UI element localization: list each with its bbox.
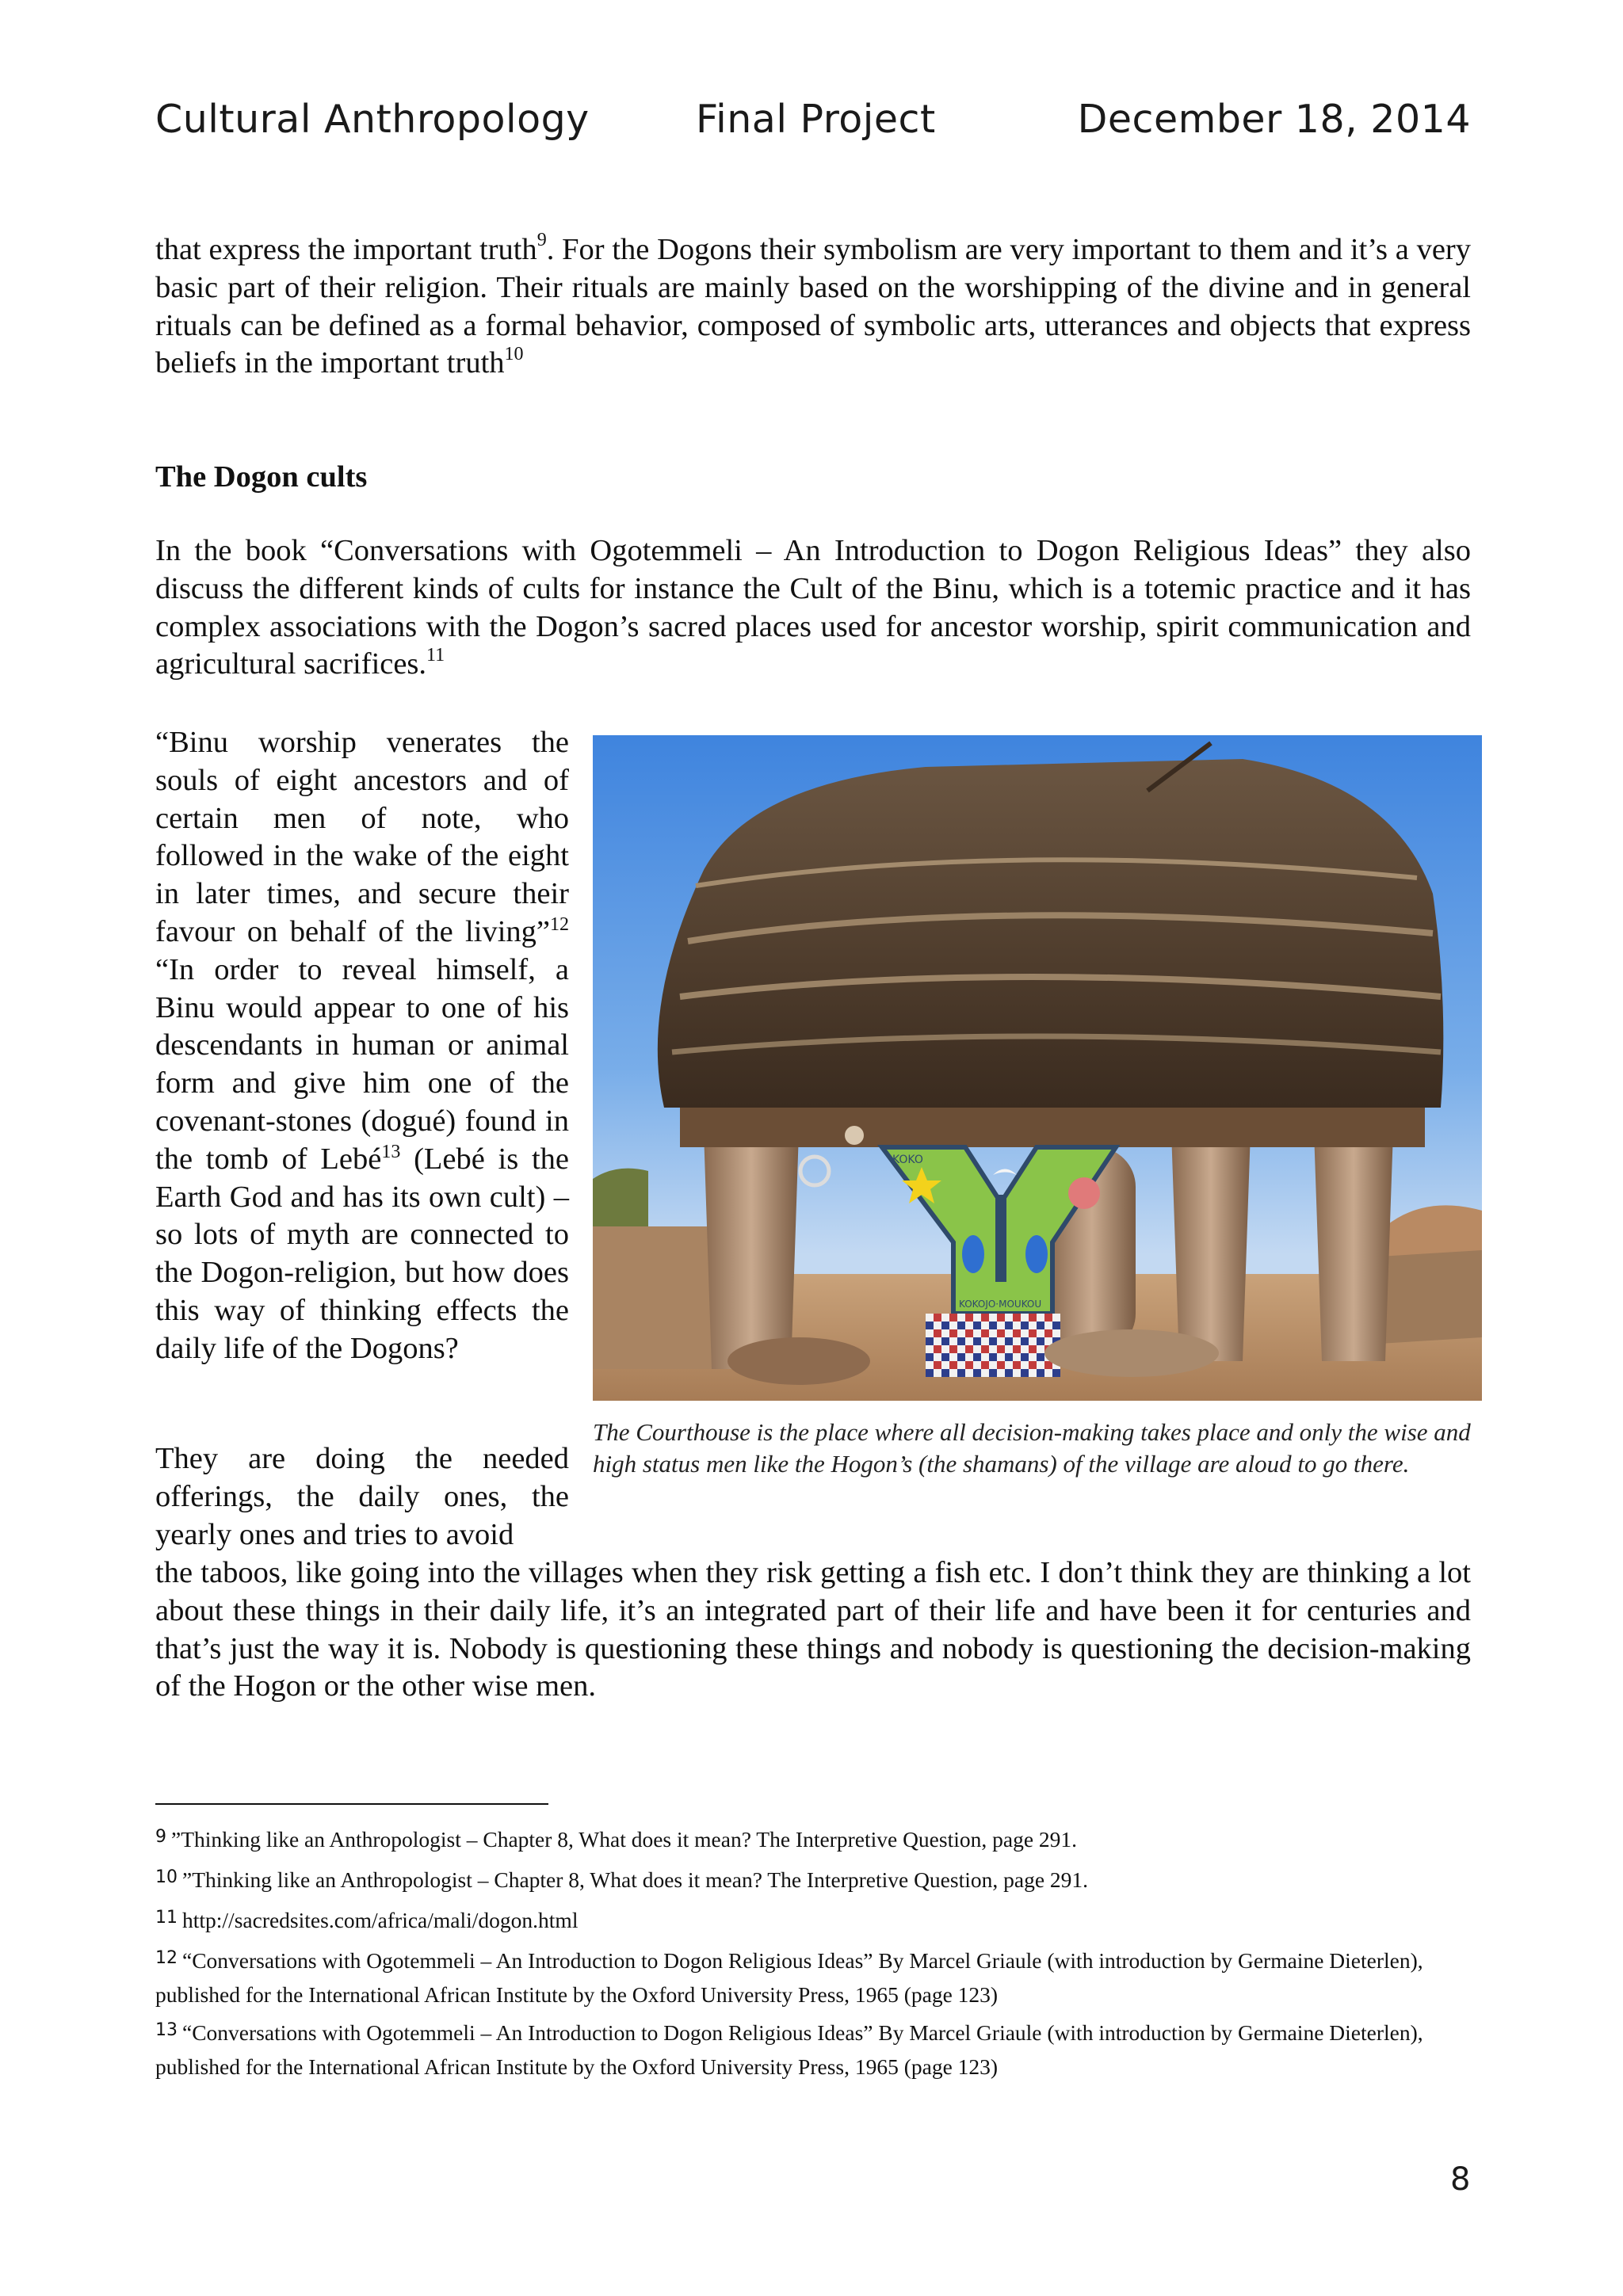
para3-text-a: “Binu worship venerates the souls of eight ancestors and of certain men of note, who followed in the wake of the eight in later times, and secure their favour on behalf of the living” (155, 726, 569, 948)
page-header (155, 97, 1471, 152)
section-heading: The Dogon cults (155, 460, 368, 494)
footnote-text: “Conversations with Ogotemmeli – An Introduction to Dogon Religious Ideas” By Marcel Griaule (with introduction by Germaine Dieterlen), published for the International African Institute by the Oxford University Press, 1965 (page 123) (155, 2020, 1423, 2079)
footnote-number: 12 (155, 1948, 178, 1968)
para3-text-b: “In order to reveal himself, a Binu would appear to one of his descendants in human or animal form and give him one of the covenant-stones (dogué) found in the tomb of Lebé (155, 952, 569, 1176)
sign-right-figure (1025, 1235, 1048, 1273)
pillar-3 (1171, 1131, 1251, 1361)
courthouse-photo (593, 735, 1482, 1401)
para2-text: In the book “Conversations with Ogotemmeli – An Introduction to Dogon Religious Ideas” they also discuss the different kinds of cults for instance the Cult of the Binu, which is a totemic practice and it has complex associations with the Dogon’s sacred places used for ancestor worship, spirit communication and agricultural sacrifices. (155, 534, 1471, 681)
para1-text-b: . For the Dogons their symbolism are very important to them and it’s a very basic part of their religion. Their rituals are mainly based on the worshipping of the divine and in general rituals can be defined as a formal behavior, composed of symbolic arts, utterances and objects that express beliefs in the important truth (155, 233, 1472, 380)
page-number: 8 (1450, 2161, 1471, 2198)
footnote-separator (155, 1803, 548, 1805)
paragraph-offerings-start: They are doing the needed offerings, the daily ones, the yearly ones and tries to avoid (155, 1442, 569, 1551)
pillar-1 (704, 1131, 799, 1369)
footnote-number: 9 (155, 1827, 166, 1847)
header-course: Cultural Anthropology (155, 97, 590, 142)
footnote-11 (155, 1905, 1471, 1939)
footnote-ref-9[interactable]: 9 (537, 230, 547, 251)
footnote-ref-13[interactable]: 13 (381, 1141, 401, 1162)
paragraph-offerings-continued: the taboos, like going into the villages when they risk getting a fish etc. I don’t think they are thinking a lot about these things in their daily life, it’s an integrated part of their life and have been it for centuries and that’s just the way it is. Nobody is questioning these things and nobody is questioning the decision-making of the Hogon or the other wise men. (155, 1556, 1471, 1703)
footnote-9 (155, 1824, 1471, 1858)
paragraph-symbolism (155, 231, 1471, 383)
paragraph-binu-worship (155, 724, 569, 1368)
sign-label-top: KOKO (892, 1154, 923, 1166)
footnote-link[interactable]: http://sacredsites.com/africa/mali/dogon.html (182, 1908, 579, 1932)
figure-caption: The Courthouse is the place where all decision-making takes place and only the wise and high status men like the Hogon’s (the shamans) of the village are aloud to go there. (593, 1418, 1471, 1478)
footnote-13 (155, 2017, 1471, 2083)
thatched-roof (658, 759, 1444, 1108)
footnote-number: 10 (155, 1867, 178, 1887)
pillar-4 (1314, 1131, 1393, 1361)
header-date: December 18, 2014 (1077, 97, 1471, 142)
hanging-ornament (845, 1126, 864, 1145)
para3-text-c: (Lebé is the Earth God and has its own cult) – so lots of myth are connected to the Dogon-religion, but how does this way of thinking effects the daily life of the Dogons? (155, 1142, 569, 1365)
footnote-text: ”Thinking like an Anthropologist – Chapter 8, What does it mean? The Interpretive Question, page 291. (182, 1867, 1089, 1892)
footnote-12 (155, 1945, 1471, 2011)
footnote-ref-12[interactable]: 12 (550, 914, 569, 936)
footnotes (155, 1824, 1471, 2089)
footnote-ref-10[interactable]: 10 (504, 343, 524, 364)
para1-text-a: that express the important truth (155, 233, 537, 266)
sign-red-circle (1068, 1177, 1100, 1209)
checkered-base (926, 1314, 1060, 1377)
footnote-10 (155, 1864, 1471, 1898)
footnote-text: ”Thinking like an Anthropologist – Chapter 8, What does it mean? The Interpretive Question, page 291. (171, 1827, 1078, 1852)
footnote-number: 13 (155, 2020, 178, 2040)
sign-label-bottom: KOKOJO·MOUKOU (959, 1299, 1042, 1310)
footnote-ref-11[interactable]: 11 (426, 644, 445, 666)
header-title: Final Project (696, 97, 936, 142)
courthouse-illustration (593, 735, 1482, 1401)
footnote-text: “Conversations with Ogotemmeli – An Introduction to Dogon Religious Ideas” By Marcel Griaule (with introduction by Germaine Dieterlen), published for the International African Institute by the Oxford University Press, 1965 (page 123) (155, 1948, 1423, 2007)
sign-trunk (995, 1195, 1006, 1282)
rock-front (1044, 1329, 1219, 1377)
offerings-pile (727, 1337, 870, 1385)
sign-left-figure (962, 1235, 984, 1273)
footnote-number: 11 (155, 1908, 178, 1928)
paragraph-cults-intro (155, 532, 1471, 684)
